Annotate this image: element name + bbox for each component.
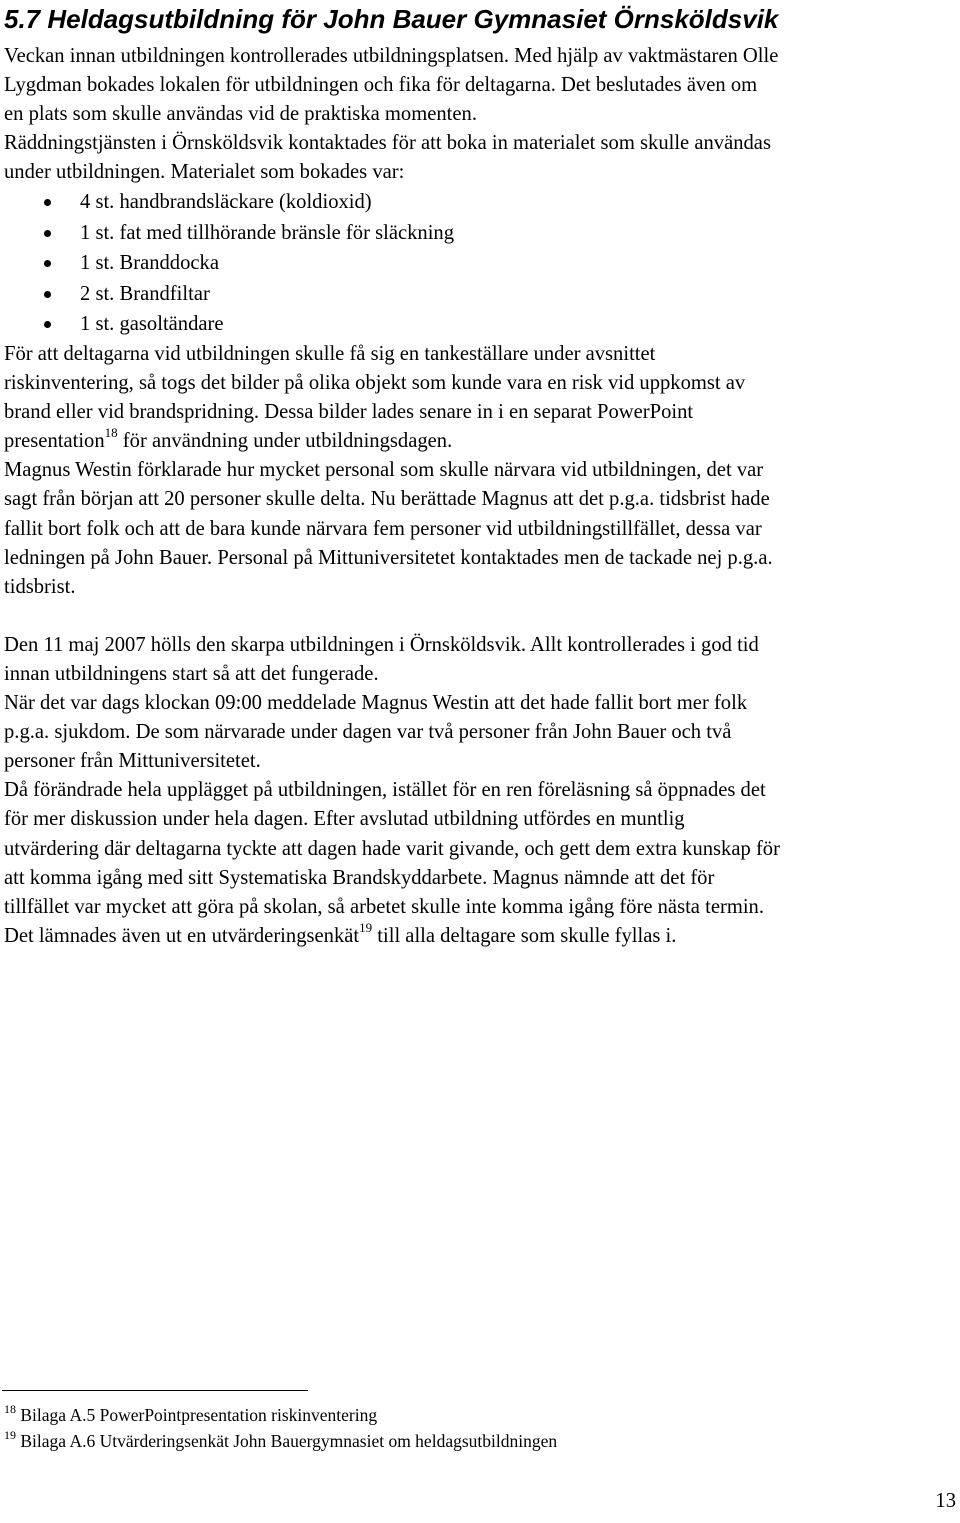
risk-paragraph (4, 340, 954, 456)
list-item-text: 2 st. Brandfiltar (80, 282, 210, 305)
text-line: innan utbildningens start så att det fungerade. (4, 663, 379, 685)
day-paragraph (4, 631, 954, 951)
text-line: När det var dags klockan 09:00 meddelade Magnus Westin att det hade fallit bort mer folk (4, 692, 748, 715)
page-number: 13 (935, 1490, 956, 1512)
text-fragment: presentation (4, 430, 105, 453)
footnote-19 (4, 1428, 557, 1454)
text-line: Magnus Westin förklarade hur mycket personal som skulle närvara vid utbildningen, det var (4, 459, 764, 482)
list-item (4, 187, 954, 218)
text-line (4, 919, 677, 947)
materials-list (4, 187, 954, 340)
text-line: Lygdman bokades lokalen för utbildningen och fika för deltagarna. Det beslutades även om (4, 74, 758, 97)
text-line: utvärdering där deltagarna tyckte att dagen hade varit givande, och gett dem extra kunskap för (4, 837, 780, 860)
text-line: brand eller vid brandspridning. Dessa bilder lades senare in i en separat PowerPoint (4, 401, 694, 424)
list-item-text: 1 st. Branddocka (80, 252, 219, 275)
list-item (4, 279, 954, 310)
text-line: personer från Mittuniversitetet. (4, 750, 261, 773)
text-line: tillfället var mycket att göra på skolan, så arbetet skulle inte komma igång före nästa termin. (4, 895, 764, 918)
text-line: Räddningstjänsten i Örnsköldsvik kontaktades för att boka in materialet som skulle användas (4, 132, 771, 155)
body-text (4, 42, 954, 951)
text-line: sagt från början att 20 personer skulle delta. Nu berättade Magnus att det p.g.a. tidsbrist hade (4, 488, 770, 511)
footnote-number: 18 (4, 1402, 16, 1417)
list-item (4, 309, 954, 340)
text-line: fallit bort folk och att de bara kunde närvara fem personer vid utbildningstillfället, dessa var (4, 517, 762, 540)
intro-paragraph (4, 42, 954, 187)
list-item-text: 4 st. handbrandsläckare (koldioxid) (80, 191, 372, 214)
section-heading: 5.7 Heldagsutbildning för John Bauer Gymnasiet Örnsköldsvik (4, 4, 779, 34)
list-item-text: 1 st. fat med tillhörande bränsle för släckning (80, 221, 455, 244)
text-line: riskinventering, så togs det bilder på olika objekt som kunde vara en risk vid uppkomst av (4, 372, 746, 395)
bullet-icon (44, 260, 51, 267)
footnote-18 (4, 1402, 557, 1428)
text-line: att komma igång med sitt Systematiska Brandskyddarbete. Magnus nämnde att det för (4, 866, 715, 889)
text-line (4, 425, 453, 453)
footnote-text: Bilaga A.5 PowerPointpresentation riskinventering (16, 1405, 378, 1425)
text-fragment: för användning under utbildningsdagen. (117, 430, 453, 453)
text-fragment: Det lämnades även ut en utvärderingsenkät (4, 924, 360, 947)
text-line: Veckan innan utbildningen kontrollerades utbildningsplatsen. Med hjälp av vaktmästaren Olle (4, 45, 779, 67)
footnote-separator (2, 1390, 308, 1391)
footnotes (4, 1402, 557, 1454)
text-line: tidsbrist. (4, 575, 76, 598)
bullet-icon (44, 230, 51, 237)
bullet-icon (44, 199, 51, 206)
text-line: en plats som skulle användas vid de praktiska momenten. (4, 103, 477, 126)
text-line: ledningen på John Bauer. Personal på Mittuniversitetet kontaktades men de tackade nej p.g.a. (4, 546, 773, 569)
bullet-icon (44, 291, 51, 298)
text-line: p.g.a. sjukdom. De som närvarade under dagen var två personer från John Bauer och två (4, 721, 732, 744)
blank-line (4, 602, 954, 631)
text-line: för mer diskussion under hela dagen. Efter avslutad utbildning utfördes en muntlig (4, 808, 685, 831)
text-line: Den 11 maj 2007 hölls den skarpa utbildningen i Örnsköldsvik. Allt kontrollerades i god tid (4, 633, 759, 656)
footnote-ref-18[interactable]: 18 (104, 425, 118, 441)
text-line: Då förändrade hela upplägget på utbildningen, istället för en ren föreläsning så öppnades det (4, 779, 766, 802)
text-line: under utbildningen. Materialet som bokades var: (4, 161, 405, 184)
text-line: För att deltagarna vid utbildningen skulle få sig en tankeställare under avsnittet (4, 342, 656, 365)
list-item (4, 218, 954, 249)
staff-paragraph (4, 456, 954, 601)
text-fragment: till alla deltagare som skulle fyllas i. (372, 924, 677, 947)
footnote-number: 19 (4, 1428, 16, 1443)
list-item (4, 248, 954, 279)
footnote-text: Bilaga A.6 Utvärderingsenkät John Bauergymnasiet om heldagsutbildningen (16, 1431, 558, 1451)
footnote-ref-19[interactable]: 19 (359, 919, 373, 935)
list-item-text: 1 st. gasoltändare (80, 313, 224, 336)
bullet-icon (44, 321, 51, 328)
